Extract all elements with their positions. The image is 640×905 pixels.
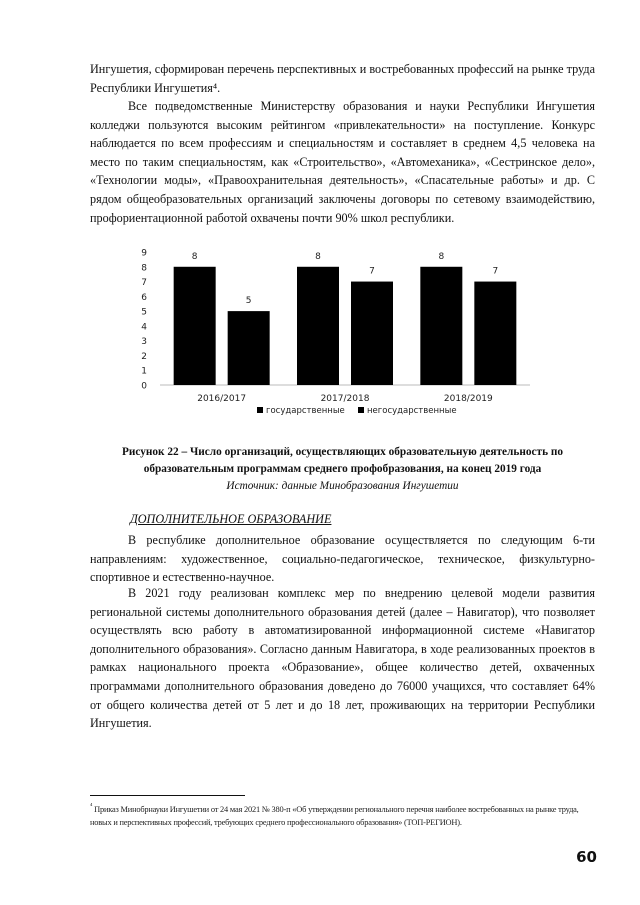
paragraph-directions: В республике дополнительное образование осуществляется по следующим 6-ти направлениям: художественное, социально-педагогическое, техническое, физкультурно-спортивное и естественно-научное. (90, 533, 595, 585)
data-label: 8 (315, 251, 321, 262)
legend-label: государственные (266, 406, 345, 416)
legend-label: негосударственные (367, 406, 457, 416)
footnote (90, 800, 595, 829)
bar-nonstate (228, 311, 270, 385)
x-tick-label: 2018/2019 (443, 394, 493, 404)
bar-state (420, 267, 462, 385)
y-tick-label: 6 (141, 292, 147, 303)
y-tick-label: 1 (141, 366, 147, 377)
data-label: 7 (492, 266, 499, 277)
data-label: 7 (369, 266, 375, 277)
footnote-marker: ⁴ (90, 802, 93, 810)
bar-nonstate (474, 282, 516, 385)
y-tick-label: 9 (141, 248, 147, 259)
y-tick-label: 7 (141, 278, 147, 289)
figure-source: Источник: данные Минобразования Ингушетии (226, 480, 459, 492)
page-number: 60 (576, 848, 597, 866)
legend-swatch (257, 407, 263, 413)
y-tick-label: 2 (141, 351, 147, 362)
paragraph-navigator: В 2021 году реализован комплекс мер по внедрению целевой модели развития региональной системы дополнительного образования детей (далее – Навигатор), что позволяет осуществлять всю работу в автоматизированной информационной системе «Навигатор дополнительного образования». Согласно данным Навигатора, в ходе реализованных проектов в рамках национального проекта «Образование», общее количество детей, охваченных программами дополнительного образования доведено до 76000 учащихся, что составляет 64% от общего количества детей от 5 лет и до 18 лет, проживающих на территории Республики Ингушетия. (90, 586, 595, 731)
section-heading: ДОПОЛНИТЕЛЬНОЕ ОБРАЗОВАНИЕ (130, 512, 332, 526)
footnote-divider (90, 795, 245, 796)
figure-caption-line1: Рисунок 22 – Число организаций, осуществляющих образовательную деятельность по (121, 446, 564, 458)
footnote-text: Приказ Минобрнауки Ингушетии от 24 мая 2021 № 380-п «Об утверждении регионального перечня наиболее востребованных на рынке труда, новых и перспективных профессий, требующих среднего профессионального образования» (ТОП-РЕГИОН). (90, 804, 579, 827)
data-label: 8 (191, 251, 198, 262)
x-tick-label: 2017/2018 (320, 394, 370, 404)
y-tick-label: 0 (141, 381, 147, 392)
y-tick-label: 4 (141, 322, 147, 333)
bar-nonstate (351, 282, 393, 385)
figure-caption-line2: образовательным программам среднего профобразования, на конец 2019 года (143, 463, 542, 475)
legend-swatch (358, 407, 364, 413)
y-tick-label: 3 (141, 337, 147, 348)
paragraph-colleges: Все подведомственные Министерству образования и науки Республики Ингушетия колледжи пользуются высоким рейтингом «привлекательности» на поступление. Конкурс наблюдается по всем профессиям и специальностям и составляет в среднем 4,5 человека на место по таким специальностям, как «Строительство», «Автомеханика», «Сестринское дело», «Технологии моды», «Правоохранительная деятельность», «Спасательные работы» и др. С рядом общеобразовательных организаций заключены договоры по сетевому взаимодействию, профориентационной работой охвачены почти 90% школ республики. (90, 99, 595, 225)
data-label: 5 (245, 296, 252, 307)
y-tick-label: 8 (141, 263, 147, 274)
bar-state (297, 267, 339, 385)
data-label: 8 (438, 251, 445, 262)
y-tick-label: 5 (141, 307, 147, 318)
x-tick-label: 2016/2017 (197, 394, 247, 404)
bar-chart (120, 243, 540, 428)
bar-chart-svg (120, 243, 540, 428)
paragraph-intro: Ингушетия, сформирован перечень перспективных и востребованных профессий на рынке труда Республики Ингушетия⁴. (90, 62, 595, 95)
bar-state (174, 267, 216, 385)
